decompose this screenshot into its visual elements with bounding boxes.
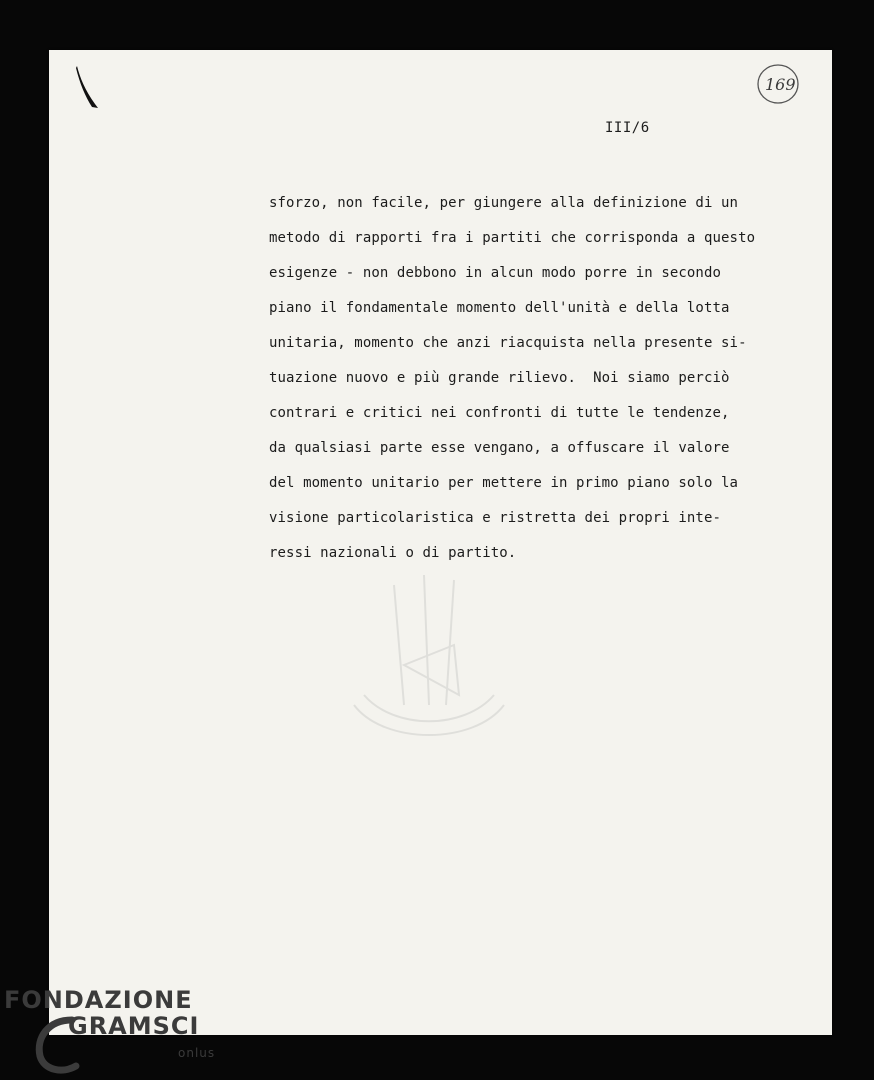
logo-text-onlus: onlus	[178, 1046, 216, 1060]
text-line: ressi nazionali o di partito.	[269, 545, 517, 561]
foundation-logo	[4, 986, 234, 1076]
text-line: sforzo, non facile, per giungere alla definizione di un	[269, 195, 739, 211]
document-page	[49, 50, 832, 1035]
text-line: tuazione nuovo e più grande rilievo. Noi siamo perciò	[269, 370, 730, 386]
text-line: piano il fondamentale momento dell'unità e della lotta	[269, 300, 730, 316]
text-line: unitaria, momento che anzi riacquista nella presente si-	[269, 335, 747, 351]
pencil-mark-icon	[71, 64, 105, 110]
text-line: esigenze - non debbono in alcun modo porre in secondo	[269, 265, 722, 281]
page-reference: III/6	[605, 120, 650, 136]
body-text	[269, 186, 779, 571]
text-line: metodo di rapporti fra i partiti che corrisponda a questo	[269, 230, 756, 246]
archive-number: 169	[765, 75, 796, 94]
text-line: da qualsiasi parte esse vengano, a offuscare il valore	[269, 440, 730, 456]
text-line: del momento unitario per mettere in primo piano solo la	[269, 475, 739, 491]
text-line: visione particolaristica e ristretta dei propri inte-	[269, 510, 722, 526]
logo-text-fondazione: FONDAZIONE	[4, 986, 193, 1014]
text-line: contrari e critici nei confronti di tutte le tendenze,	[269, 405, 730, 421]
emblem-watermark-icon	[334, 555, 524, 745]
logo-text-gramsci: GRAMSCI	[68, 1012, 200, 1040]
